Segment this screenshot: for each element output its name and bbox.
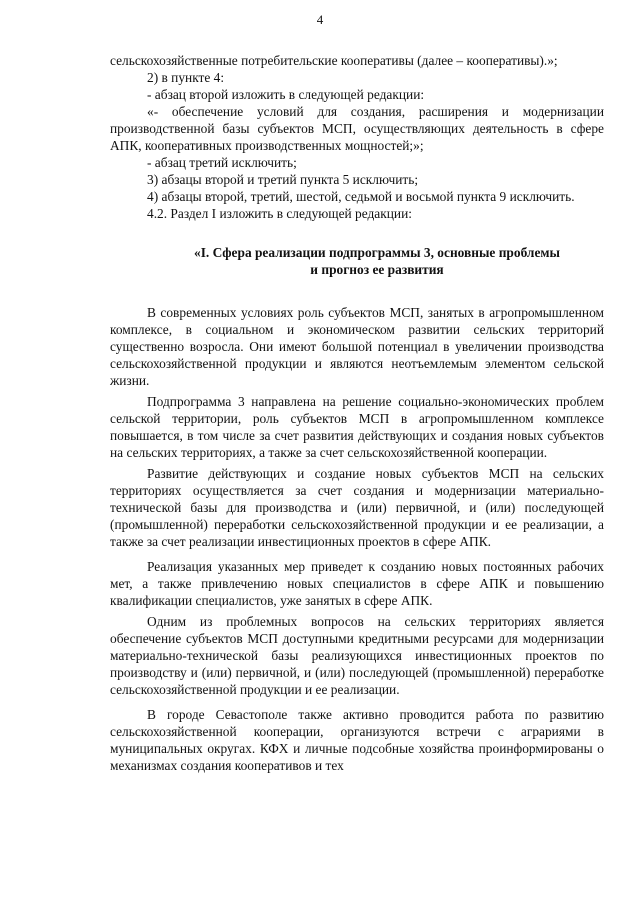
section-heading: [110, 244, 604, 278]
text-line: - абзац третий исключить;: [147, 155, 297, 170]
quoted-text: «- обеспечение условий для создания, расширения и модернизации производственной базы субъектов МСП, осуществляющих деятельность в сфере АПК, кооперативных производственных мощностей;»;: [110, 104, 604, 153]
section-heading-line: «I. Сфера реализации подпрограммы 3, основные проблемы: [194, 245, 560, 260]
section-heading-line: и прогноз ее развития: [310, 262, 444, 277]
paragraph: Реализация указанных мер приведет к созданию новых постоянных рабочих мет, а также привлечению новых специалистов в сфере АПК и повышению квалификации специалистов, уже занятых в сфере АПК.: [110, 559, 604, 608]
text-line: 4) абзацы второй, третий, шестой, седьмой и восьмой пункта 9 исключить.: [147, 189, 575, 204]
paragraph: Развитие действующих и создание новых субъектов МСП на сельских территориях осуществляется за счет создания и модернизации материально-технической базы для производства и (или) первичной, и (или) последующей (промышленной) переработки сельскохозяйственной продукции и ее реализации, а также за счет реализации инвестиционных проектов в сфере АПК.: [110, 466, 604, 549]
text-line: 3) абзацы второй и третий пункта 5 исключить;: [147, 172, 419, 187]
paragraph: В городе Севастополе также активно проводится работа по развитию сельскохозяйственной кооперации, организуются встречи с аграриями в муниципальных округах. КФХ и личные подсобные хозяйства проинформированы о механизмах создания кооперативов и тех: [110, 707, 604, 773]
text-line: 2) в пункте 4:: [147, 70, 225, 85]
paragraph: Одним из проблемных вопросов на сельских территориях является обеспечение субъектов МСП доступными кредитными ресурсами для модернизации материально-технической базы реализующихся инвестиционных проектов по производству и (или) первичной, и (или) последующей (промышленной) переработке сельскохозяйственной продукции и ее реализации.: [110, 614, 604, 697]
text-line: 4.2. Раздел I изложить в следующей редакции:: [147, 206, 412, 221]
text-line: сельскохозяйственные потребительские кооперативы (далее – кооперативы).»;: [110, 53, 558, 68]
paragraph: В современных условиях роль субъектов МСП, занятых в агропромышленном комплексе, в социальном и экономическом развитии сельских территорий существенно возросла. Они имеют большой потенциал в увеличении производства сельскохозяйственной продукции и являются неотъемлемым элементом сельской жизни.: [110, 305, 604, 388]
page-number: 4: [316, 12, 324, 27]
document-body: [110, 52, 604, 774]
paragraph: Подпрограмма 3 направлена на решение социально-экономических проблем сельской территории, роль субъектов МСП в агропромышленном комплексе повышается, в том числе за счет развития действующих и создания новых субъектов на сельских территориях, а также за счет сельскохозяйственной кооперации.: [110, 394, 604, 460]
text-line: - абзац второй изложить в следующей редакции:: [147, 87, 425, 102]
